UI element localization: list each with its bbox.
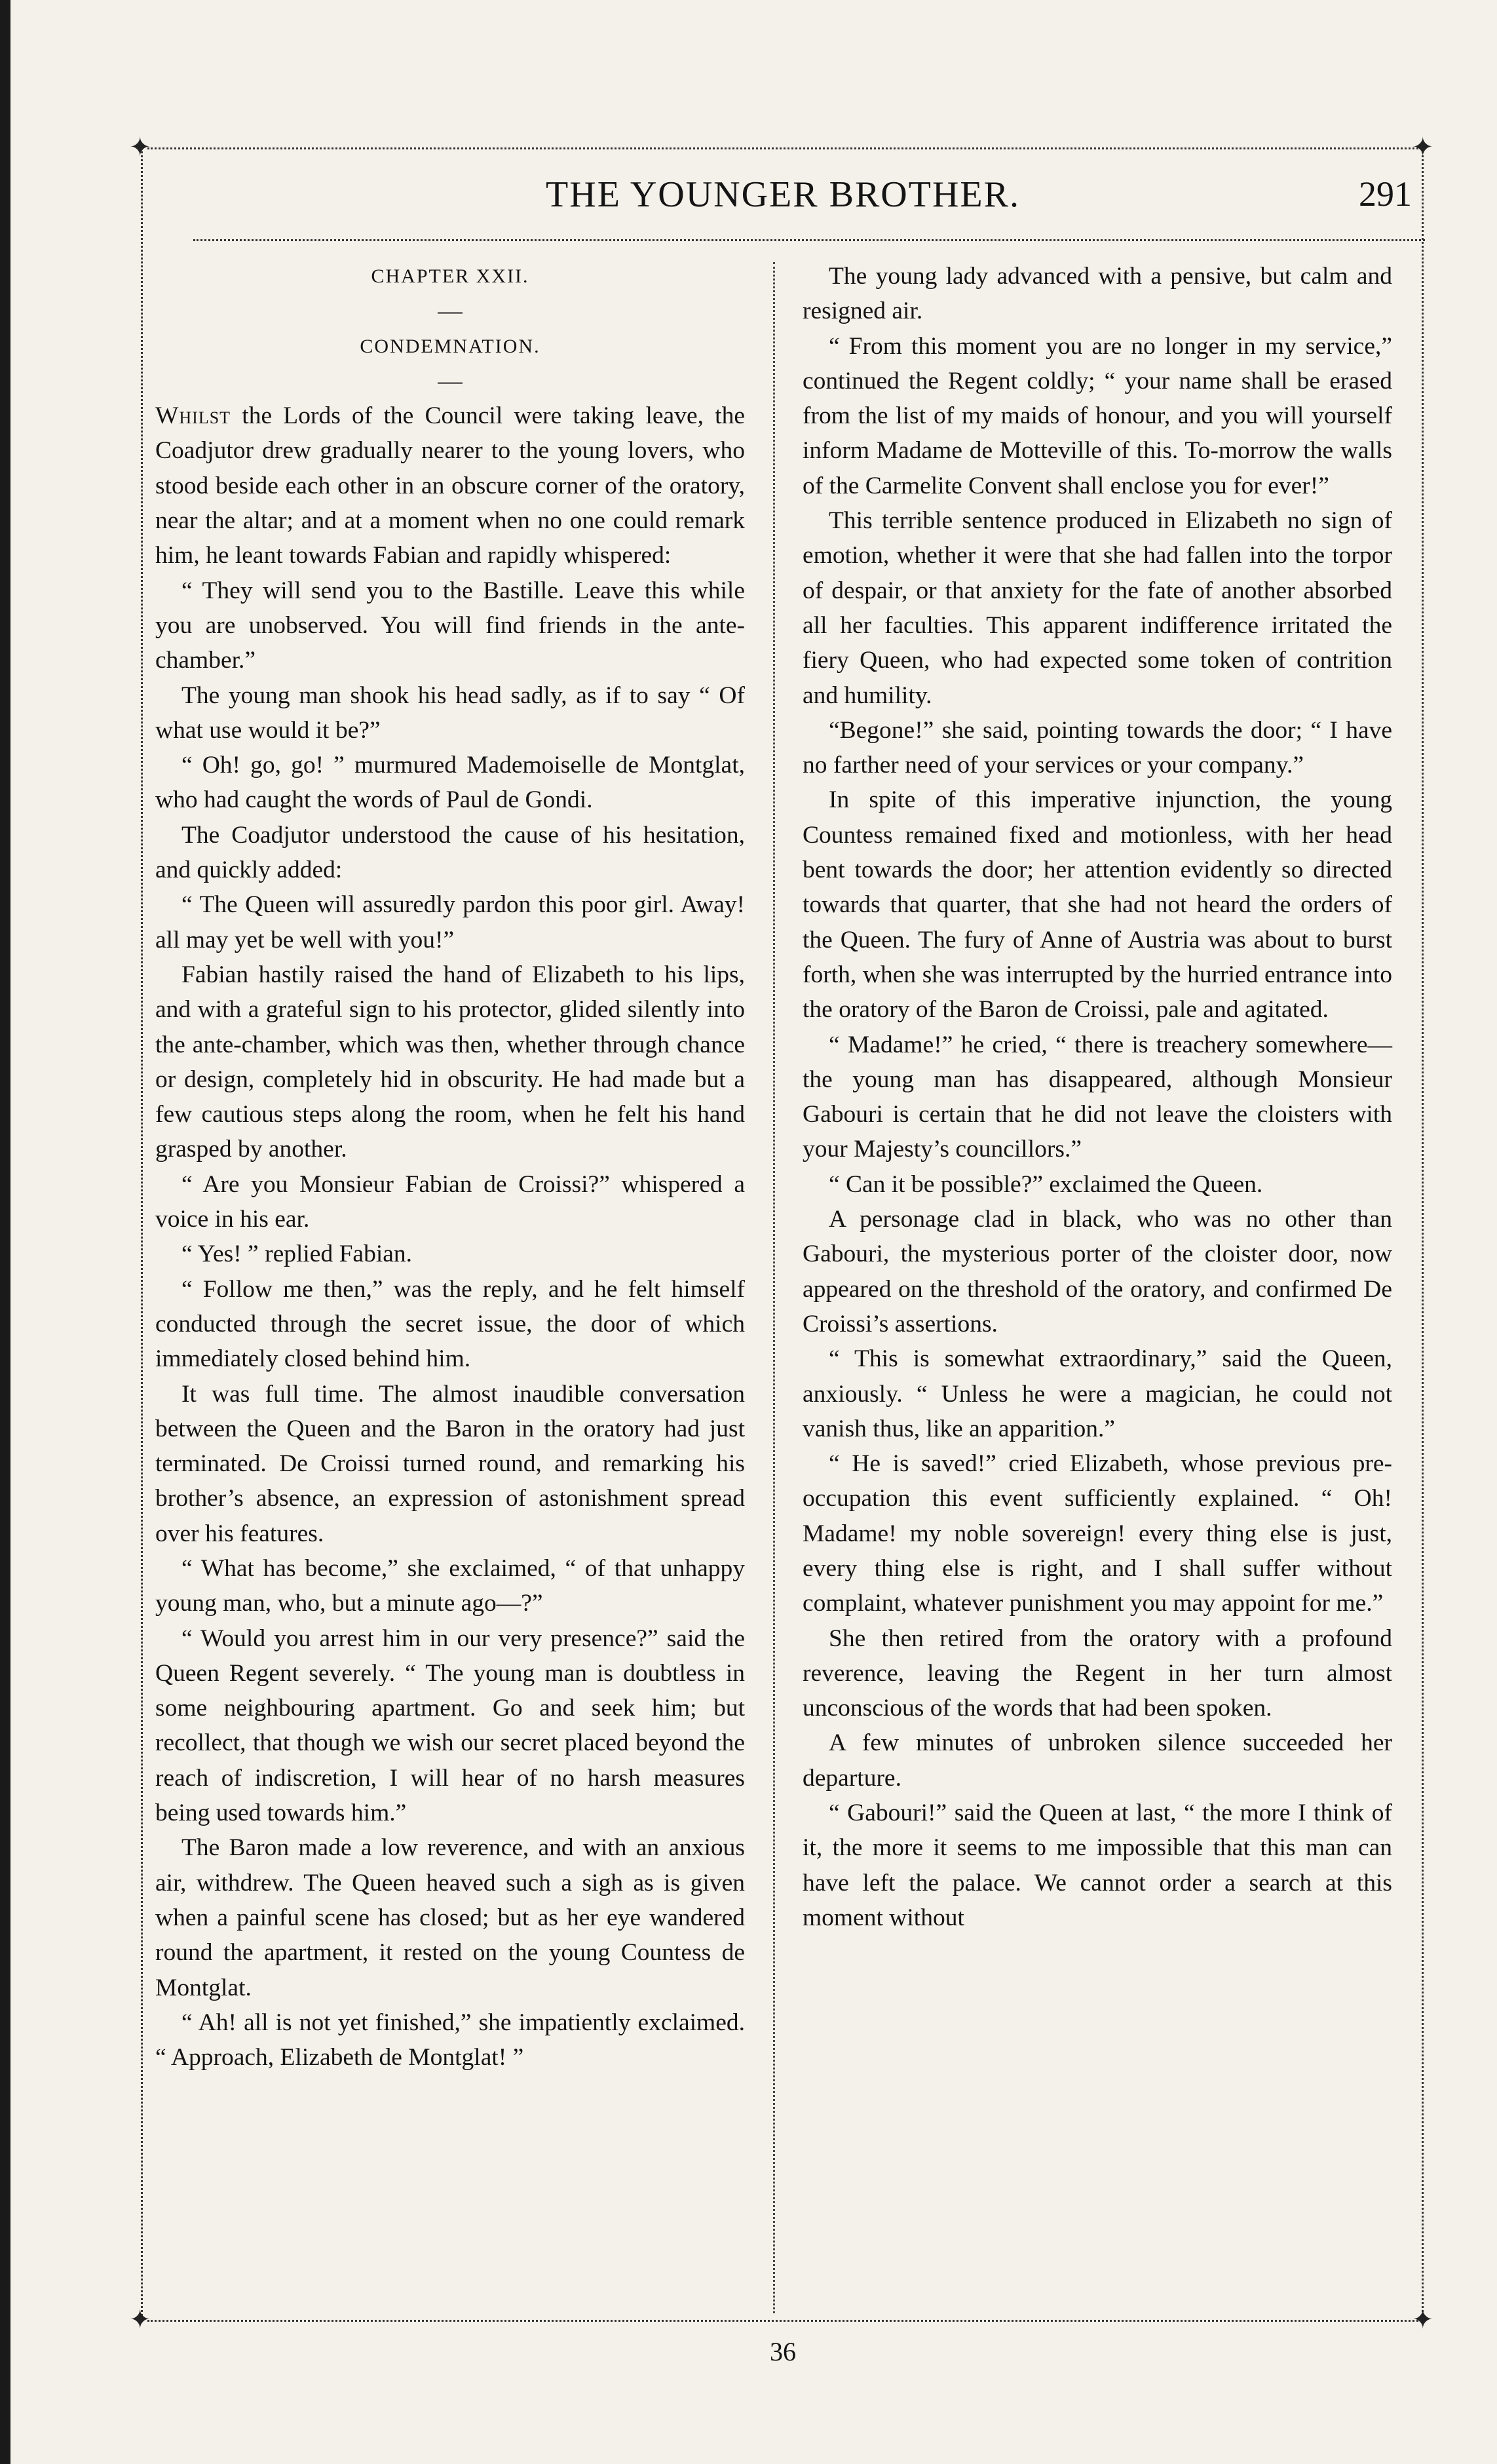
paragraph: The Baron made a low reverence, and with an anxious air, withdrew. The Queen heaved such a sigh as is given when a painful scene has closed; but as her eye wandered round the apartment, it rested on the young Countess de Montglat.: [155, 1834, 745, 2001]
paragraph: She then retired from the oratory with a profound reverence, leaving the Regent in her turn almost unconscious of the words that had been spoken.: [803, 1625, 1392, 1722]
paragraph: “ From this moment you are no longer in my service,” continued the Regent coldly; “ your name shall be erased from the list of my maids of honour, and you will yourself inform Madame de Motteville of this. To-morrow the walls of the Carmelite Convent shall enclose you for ever!”: [803, 332, 1392, 499]
paragraph: “ Madame!” he cried, “ there is treachery somewhere—the young man has disappeared, although Monsieur Gabouri is certain that he did not leave the cloisters with your Majesty’s councillors.”: [803, 1031, 1392, 1163]
chapter-heading: CHAPTER XXII.: [371, 265, 529, 287]
paragraph: This terrible sentence produced in Elizabeth no sign of emotion, whether it were that she had fallen into the torpor of despair, or that anxiety for the fate of another absorbed all her faculties. This apparent indifference irritated the fiery Queen, who had expected some token of contrition and humility.: [803, 507, 1392, 709]
top-border: [147, 147, 1418, 149]
corner-ornament-bottom-left: ✦: [129, 2305, 151, 2334]
left-border: [141, 147, 143, 2320]
chapter-subtitle: CONDEMNATION.: [360, 335, 540, 357]
signature-mark: 36: [770, 2337, 796, 2366]
right-column: [803, 259, 1392, 1935]
corner-ornament-bottom-right: ✦: [1412, 2305, 1434, 2334]
page-number: 291: [1359, 174, 1412, 214]
paragraph: It was full time. The almost inaudible conversation between the Queen and the Baron in the oratory had just terminated. De Croissi turned round, and remarking his brother’s absence, an expression of astonishment spread over his features.: [155, 1380, 745, 1547]
paragraph: A personage clad in black, who was no other than Gabouri, the mysterious porter of the cloister door, now appeared on the threshold of the oratory, and confirmed De Croissi’s assertions.: [803, 1206, 1392, 1338]
running-title: THE YOUNGER BROTHER.: [546, 174, 1020, 215]
paragraph: The Coadjutor understood the cause of his hesitation, and quickly added:: [155, 821, 745, 884]
bottom-border: [147, 2320, 1418, 2322]
paragraph: “ They will send you to the Bastille. Leave this while you are unobserved. You will find friends in the ante-chamber.”: [155, 577, 745, 674]
paragraph: “ The Queen will assuredly pardon this poor girl. Away! all may yet be well with you!”: [155, 891, 745, 953]
corner-ornament-top-right: ✦: [1412, 132, 1434, 162]
paragraph: “ Follow me then,” was the reply, and he felt himself conducted through the secret issue, the door of which immediately closed behind him.: [155, 1275, 745, 1373]
paragraph: “ Would you arrest him in our very presence?” said the Queen Regent severely. “ The young man is doubtless in some neighbouring apartment. Go and seek him; but recollect, that though we wish our secret placed beyond the reach of indiscretion, I will hear of no harsh measures being used towards him.”: [155, 1625, 745, 1827]
corner-ornament-top-left: ✦: [129, 132, 151, 162]
binding-edge: [0, 0, 10, 2464]
paragraph: “ Yes! ” replied Fabian.: [181, 1241, 413, 1268]
paragraph: The young man shook his head sadly, as if to say “ Of what use would it be?”: [155, 682, 745, 744]
paragraph: “ Ah! all is not yet finished,” she impatiently exclaimed. “ Approach, Elizabeth de Montglat! ”: [155, 2009, 745, 2071]
left-column: [155, 259, 745, 2075]
subtitle-dash: —: [438, 367, 463, 395]
paragraph: In spite of this imperative injunction, the young Countess remained fixed and motionless, with her head bent towards the door; her attention evidently so directed towards that quarter, that she had not heard the orders of the Queen. The fury of Anne of Austria was about to burst forth, when she was interrupted by the hurried entrance into the oratory of the Baron de Croissi, pale and agitated.: [803, 786, 1392, 1024]
paragraph: “ Can it be possible?” exclaimed the Queen.: [829, 1170, 1263, 1198]
paragraph: “ Gabouri!” said the Queen at last, “ the more I think of it, the more it seems to me impossible that this man can have left the palace. We cannot order a search at this moment without: [803, 1800, 1392, 1931]
opening-word: Whilst: [155, 402, 231, 430]
paragraph: Fabian hastily raised the hand of Elizabeth to his lips, and with a grateful sign to his protector, glided silently into the ante-chamber, which was then, whether through chance or design, completely hid in obscurity. He had made but a few cautious steps along the room, when he felt his hand grasped by another.: [155, 961, 745, 1163]
paragraph: “Begone!” she said, pointing towards the door; “ I have no farther need of your services or your company.”: [803, 716, 1392, 779]
page-frame: [129, 132, 1434, 2366]
header-rule: [193, 239, 1425, 241]
paragraph: The young lady advanced with a pensive, but calm and resigned air.: [803, 263, 1392, 325]
page-header: [141, 174, 1425, 226]
paragraph: “ He is saved!” cried Elizabeth, whose previous pre-occupation this event sufficiently explained. “ Oh! Madame! my noble sovereign! every thing else is just, every thing else is right, and I shall suffer without complaint, whatever punishment you may appoint for me.”: [803, 1450, 1392, 1617]
paragraph: “ What has become,” she exclaimed, “ of that unhappy young man, who, but a minute ago—?”: [155, 1554, 745, 1617]
column-divider: [773, 262, 775, 2313]
opening-paragraph: [155, 398, 745, 573]
paragraph: “ Are you Monsieur Fabian de Croissi?” whispered a voice in his ear.: [155, 1170, 745, 1233]
heading-dash: —: [438, 298, 463, 325]
right-border: [1422, 147, 1424, 2320]
paragraph: A few minutes of unbroken silence succeeded her departure.: [803, 1729, 1392, 1792]
paragraph: “ This is somewhat extraordinary,” said the Queen, anxiously. “ Unless he were a magician, he could not vanish thus, like an apparition.”: [803, 1345, 1392, 1442]
paragraph: “ Oh! go, go! ” murmured Mademoiselle de Montglat, who had caught the words of Paul de Gondi.: [155, 752, 745, 814]
opening-text: the Lords of the Council were taking leave, the Coadjutor drew gradually nearer to the young lovers, who stood beside each other in an obscure corner of the oratory, near the altar; and at a moment when no one could remark him, he leant towards Fabian and rapidly whispered:: [155, 402, 745, 569]
